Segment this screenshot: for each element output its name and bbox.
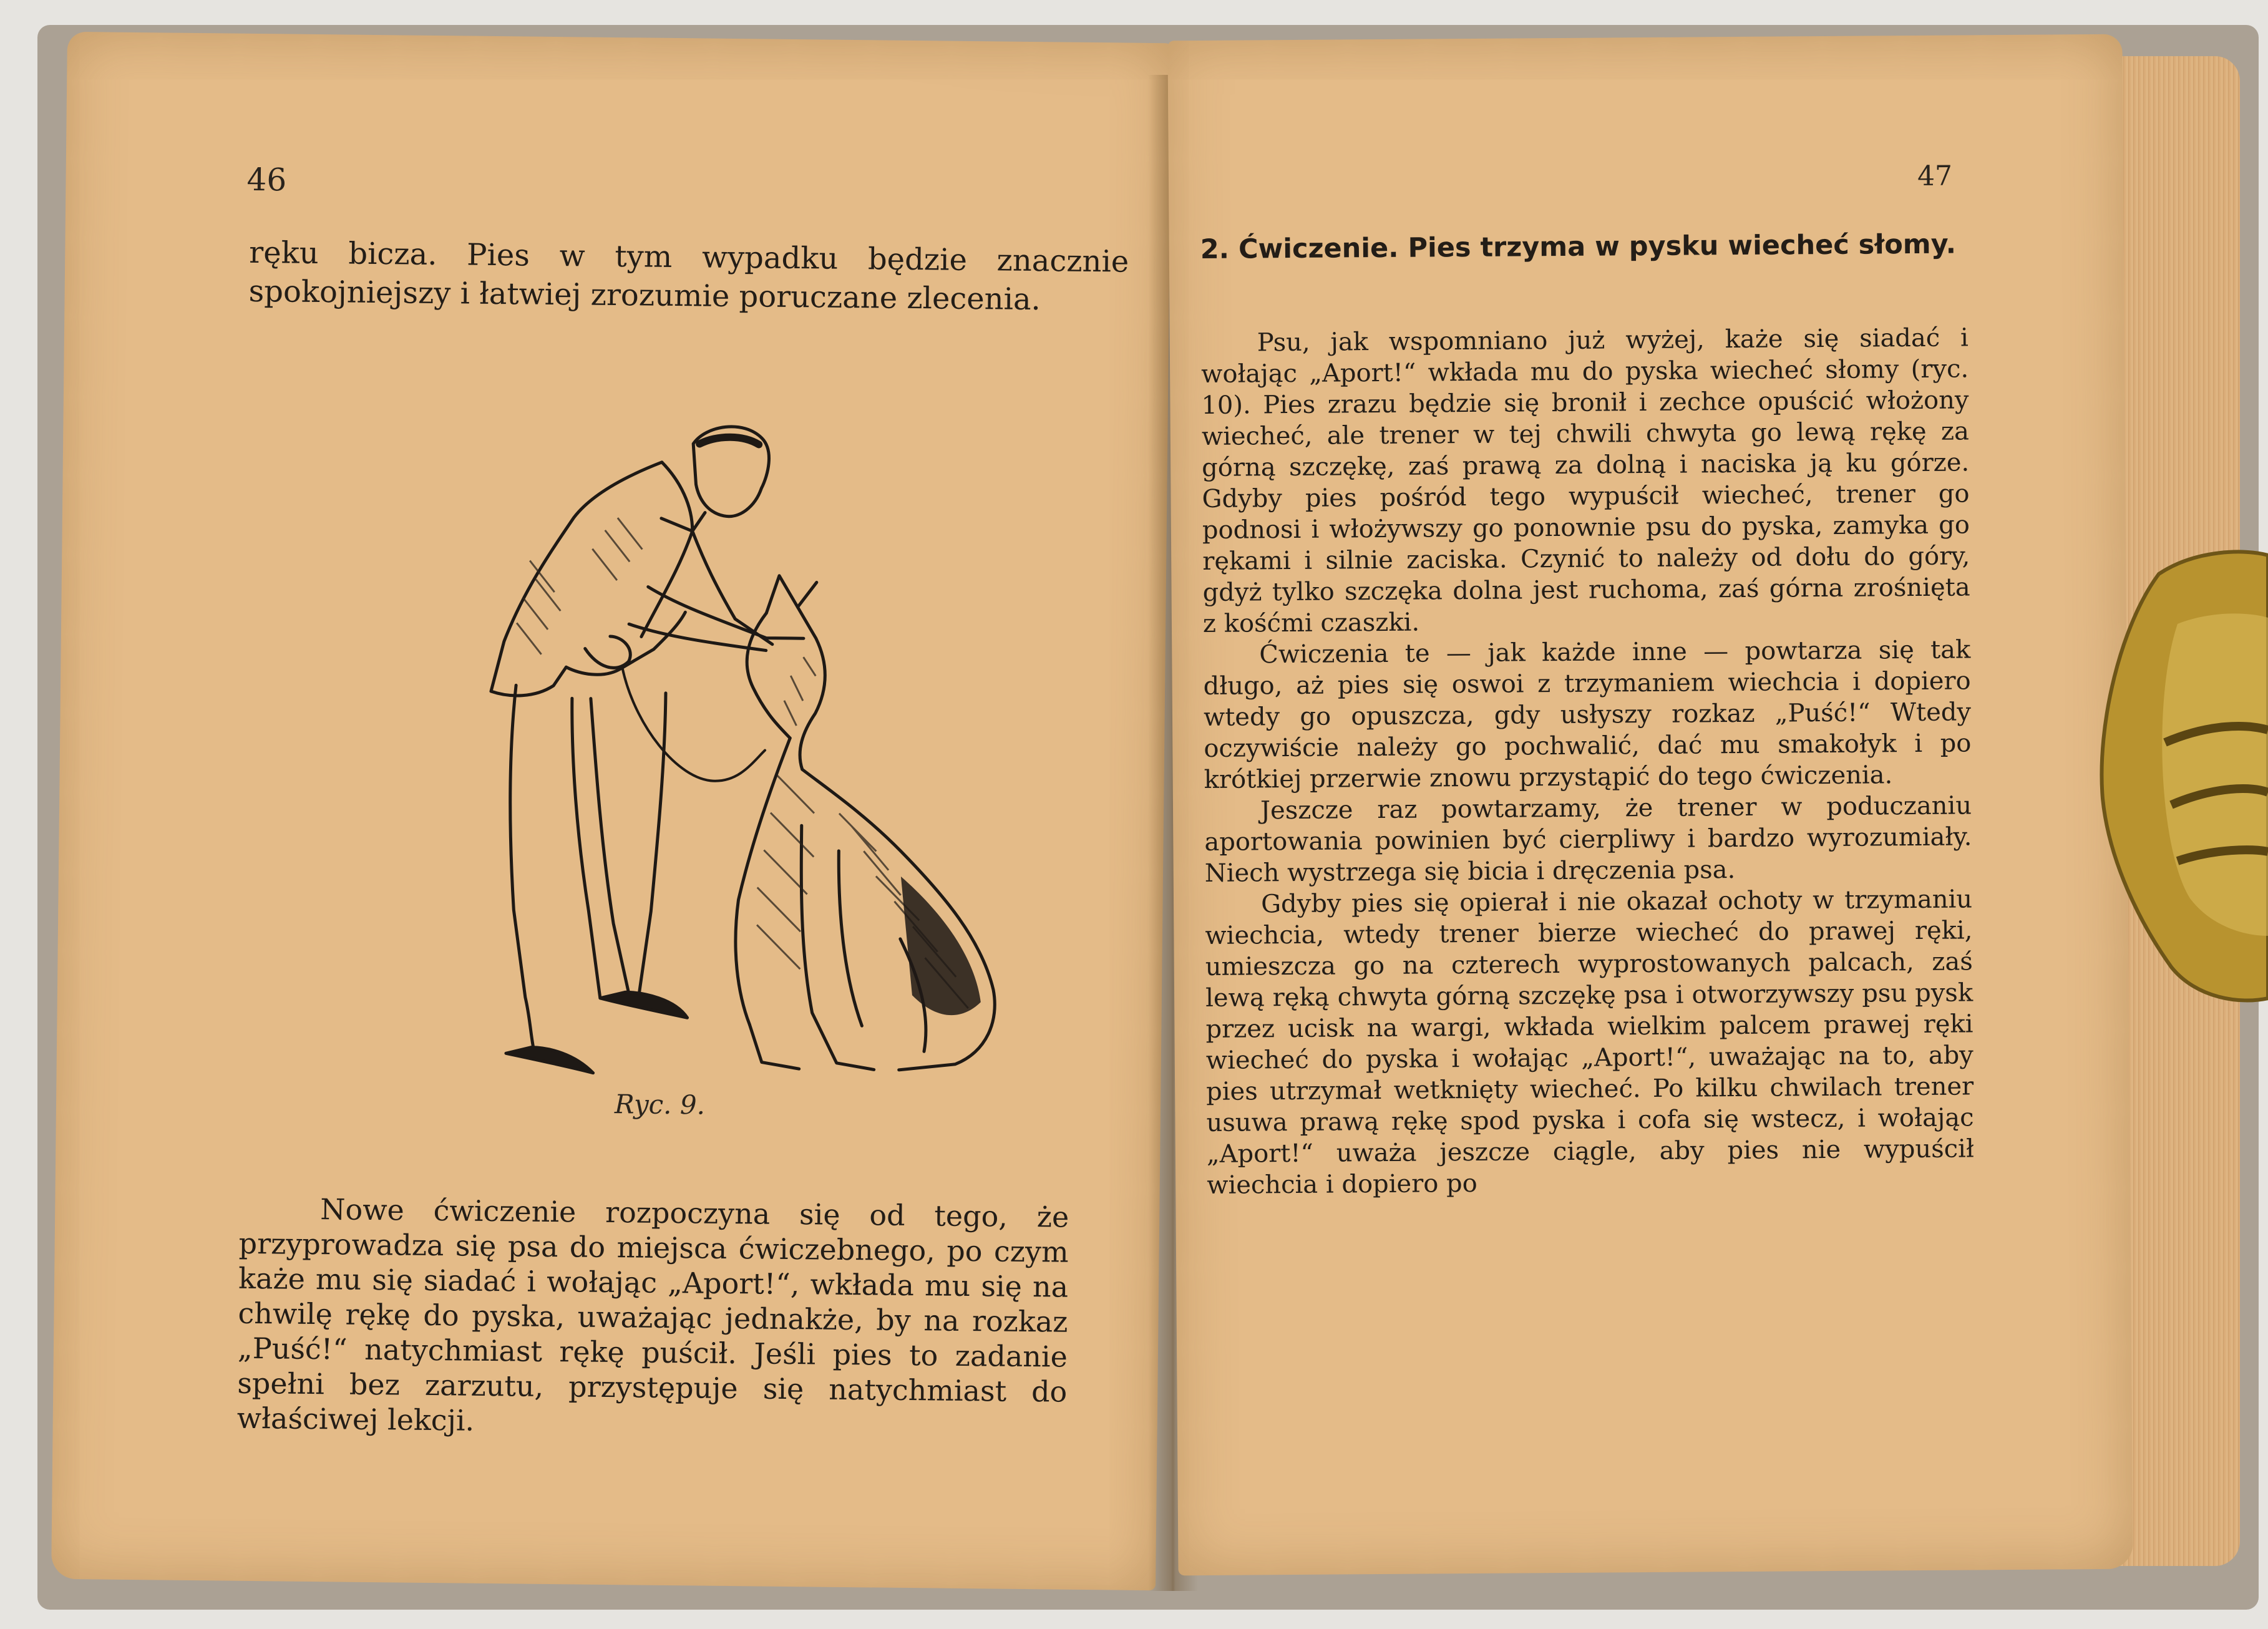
right-page-number: 47 — [1917, 160, 1953, 192]
section-heading: 2. Ćwiczenie. Pies trzyma w pysku wiecheć słomy. — [1200, 228, 1957, 266]
paragraph-4: Gdyby pies się opierał i nie okazał ochoty w trzymaniu wiechcia, wtedy trener bierze wiecheć do prawej ręki, umieszcza go na czterech wyprostowanych palcach, zaś lewą ręką chwyta górną szczękę psa i otworzywszy psu pysk przez ucisk na wargi, wkłada wielkim palcem prawej ręki wiecheć do pyska i wołając „Aport!“, uważając na to, aby pies utrzymał wetknięty wiecheć. Po kilku chwilach trener usuwa prawą rękę spod pyska i cofa się wstecz, i wołając „Aport!“ uważa jeszcze ciągle, aby pies nie wypuścił wiechcia i dopiero po — [1205, 885, 1975, 1200]
figure-caption: Ryc. 9. — [614, 1089, 706, 1121]
left-bottom-text: Nowe ćwiczenie rozpoczyna się od tego, że przyprowadza się psa do miejsca ćwiczebnego, po czym każe mu się siadać i wołając „Aport!“, wkłada mu się na chwilę rękę do pyska, uważając jednakże, by na rozkaz „Puść!“ natychmiast rękę puścił. Jeśli pies to zadanie spełni bez zarzutu, przystępuje się natychmiast do właściwej lekcji. — [236, 1192, 1069, 1437]
left-top-text: ręku bicza. Pies w tym wypadku będzie znacznie spokojniejszy i łatwiej zrozumie poruczane zlecenia. — [248, 235, 1129, 318]
paragraph-2: Ćwiczenia te — jak każde inne — powtarza się tak długo, aż pies się oswoi z trzymaniem wiechcia i dopiero wtedy go opuszcza, gdy usłyszy rozkaz „Puść!“ Wtedy oczywiście należy go pochwalić, dać mu smakołyk i po krótkiej przerwie znowu przystąpić do tego ćwiczenia. — [1203, 635, 1972, 794]
right-body-text — [1201, 322, 1975, 1201]
left-page-number: 46 — [246, 161, 287, 198]
man-and-dog-illustration — [363, 372, 1044, 1084]
left-page — [51, 32, 1172, 1590]
paragraph-1: Psu, jak wspomniano już wyżej, każe się siadać i wołając „Aport!“ wkłada mu do pyska wiecheć słomy (ryc. 10). Pies zrazu będzie się bronił i zechce opuścić włożony wiecheć, ale trener w tej chwili chwyta go lewą rękę za górną szczękę, zaś prawą za dolną i naciska ją ku górze. Gdyby pies pośród tego wypuścił wiecheć, trener go podnosi i włożywszy go ponownie psu do pyska, zamyka go rękami i silnie zaciska. Czynić to należy od dołu do góry, gdyż tylko szczęka dolna jest ruchoma, zaś górna zrośnięta z kośćmi czaszki. — [1201, 323, 1970, 638]
right-page — [1167, 34, 2133, 1576]
brass-page-clip — [2084, 537, 2268, 1011]
paragraph-3: Jeszcze raz powtarzamy, że trener w poduczaniu aportowania powinien być cierpliwy i bardzo wyrozumiały. Niech wystrzega się bicia i dręczenia psa. — [1204, 791, 1972, 888]
